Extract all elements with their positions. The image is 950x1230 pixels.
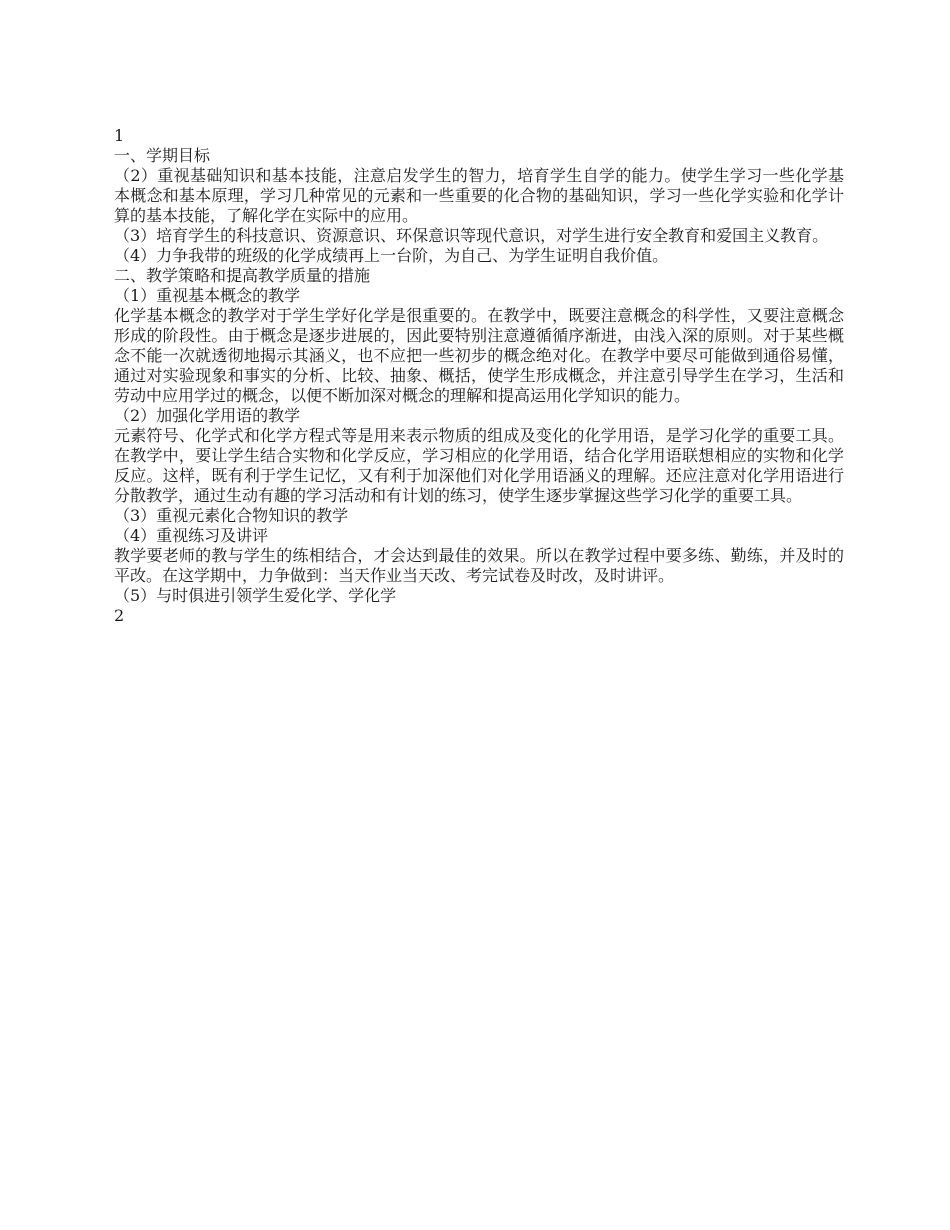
subsection-title-concepts: （1）重视基本概念的教学	[114, 286, 301, 305]
subsection-body-practice: 教学要老师的教与学生的练相结合，才会达到最佳的效果。所以在教学过程中要多练、勤练，并及时的平改。在这学期中，力争做到：当天作业当天改、考完试卷及时改，及时讲评。	[114, 546, 844, 585]
subsection-title-times: （5）与时俱进引领学生爱化学、学化学	[114, 586, 397, 605]
page-number-top: 1	[114, 126, 125, 145]
subsection-title-terminology: （2）加强化学用语的教学	[114, 406, 301, 425]
subsection-body-concepts: 化学基本概念的教学对于学生学好化学是很重要的。在教学中，既要注意概念的科学性，又要注意概念形成的阶段性。由于概念是逐步进展的，因此要特别注意遵循循序渐进，由浅入深的原则。对于某些概念不能一次就透彻地揭示其涵义，也不应把一些初步的概念绝对化。在教学中要尽可能做到通俗易懂，通过对实验现象和事实的分析、比较、抽象、概括，使学生形成概念，并注意引导学生在学习，生活和劳动中应用学过的概念，以便不断加深对概念的理解和提高运用化学知识的能力。	[114, 306, 844, 405]
goal-paragraph-4: （4）力争我带的班级的化学成绩再上一台阶，为自己、为学生证明自我价值。	[114, 246, 669, 265]
section-heading-strategies: 二、教学策略和提高教学质量的措施	[114, 266, 371, 285]
goal-paragraph-3: （3）培育学生的科技意识、资源意识、环保意识等现代意识，对学生进行安全教育和爱国主义教育。	[114, 226, 829, 245]
subsection-body-terminology: 元素符号、化学式和化学方程式等是用来表示物质的组成及变化的化学用语，是学习化学的重要工具。在教学中，要让学生结合实物和化学反应，学习相应的化学用语，结合化学用语联想相应的实物和化学反应。这样，既有利于学生记忆，又有利于加深他们对化学用语涵义的理解。还应注意对化学用语进行分散教学，通过生动有趣的学习活动和有计划的练习，使学生逐步掌握这些学习化学的重要工具。	[114, 426, 844, 505]
page-number-bottom: 2	[114, 606, 125, 625]
document-body	[114, 126, 844, 626]
section-heading-semester-goals: 一、学期目标	[114, 146, 211, 165]
subsection-title-practice: （4）重视练习及讲评	[114, 526, 269, 545]
goal-paragraph-2: （2）重视基础知识和基本技能，注意启发学生的智力，培育学生自学的能力。使学生学习一些化学基本概念和基本原理，学习几种常见的元素和一些重要的化合物的基础知识，学习一些化学实验和化学计算的基本技能，了解化学在实际中的应用。	[114, 166, 844, 225]
subsection-title-elements: （3）重视元素化合物知识的教学	[114, 506, 349, 525]
